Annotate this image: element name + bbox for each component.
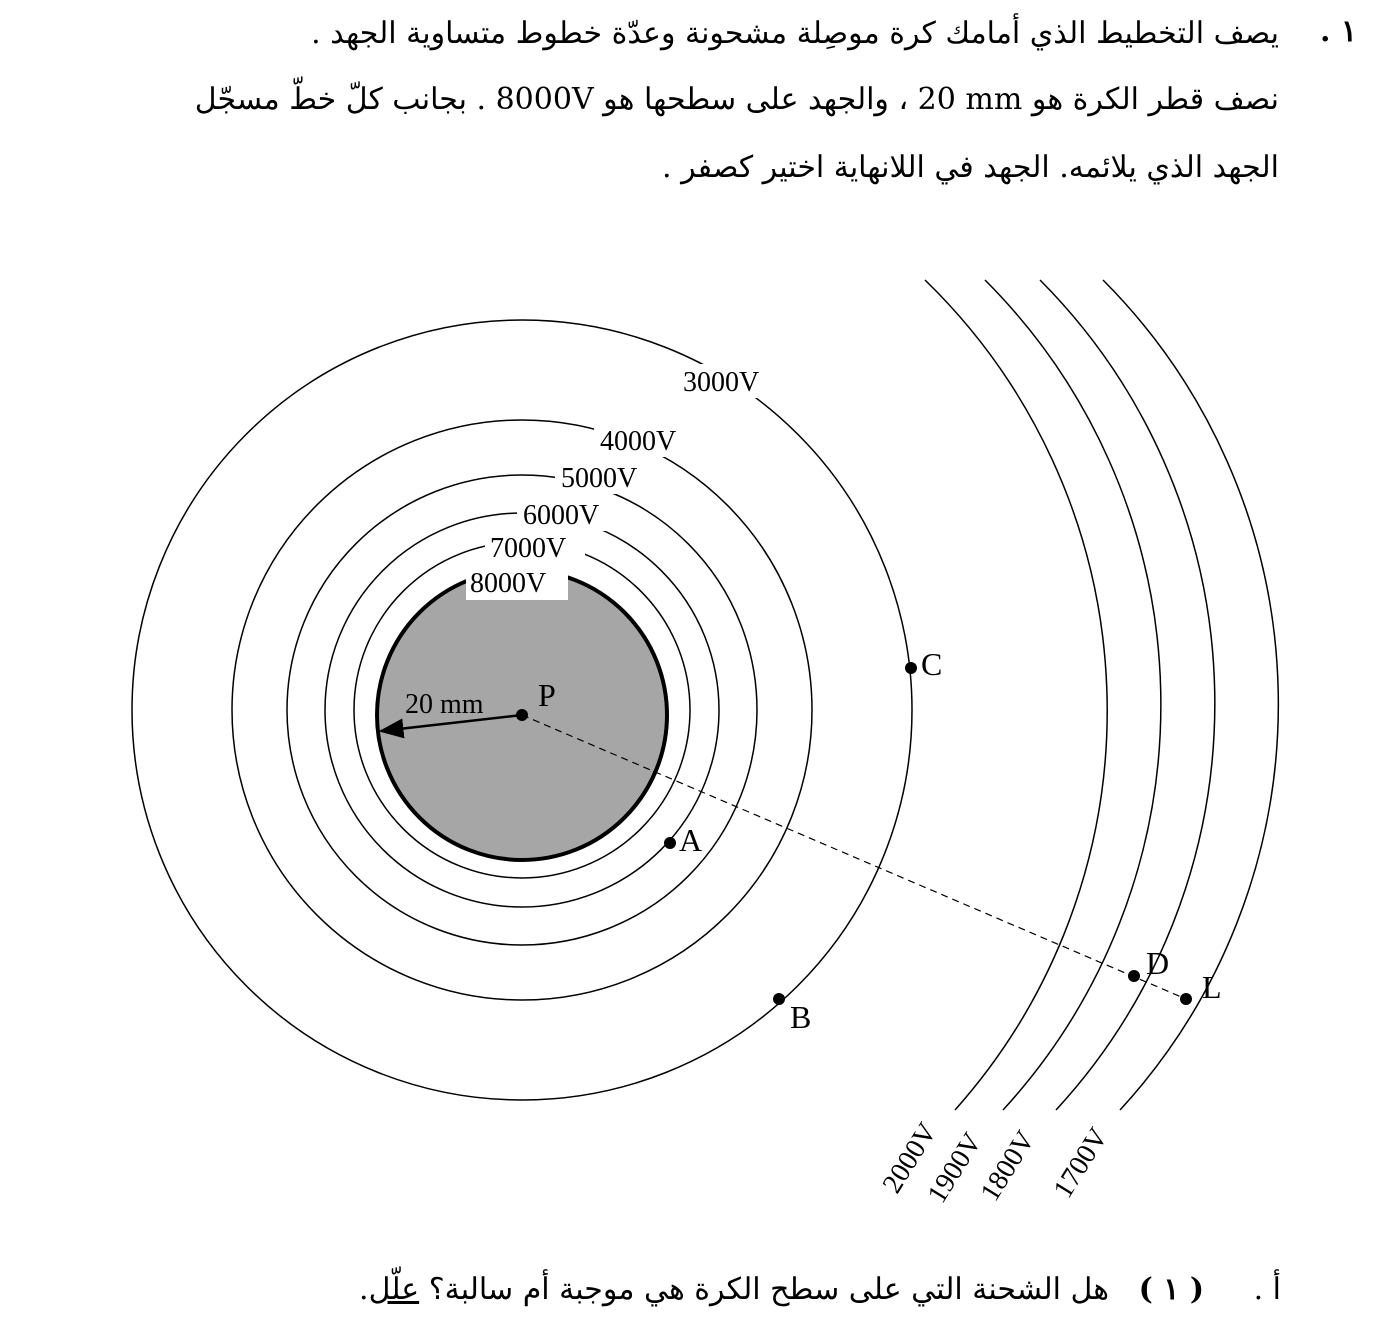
radius-label: 20 mm — [405, 689, 484, 720]
point-a — [664, 837, 676, 849]
point-d — [1128, 970, 1140, 982]
sub-question-explain: علّل — [368, 1272, 420, 1307]
dashed-line-p-to-l — [522, 715, 1186, 999]
radius-value: 20 mm — [917, 82, 1023, 117]
line2-part-a: نصف قطر الكرة هو — [1031, 82, 1279, 117]
label-8000v: 8000V — [470, 568, 547, 599]
label-l: L — [1202, 969, 1222, 1005]
label-7000v: 7000V — [490, 533, 567, 564]
arc-1800v — [1040, 280, 1215, 1110]
label-2000v: 2000V — [876, 1117, 944, 1199]
point-l — [1180, 993, 1192, 1005]
arc-1700v — [1103, 280, 1278, 1110]
label-1900v: 1900V — [921, 1127, 989, 1209]
surface-potential-value: 8000V — [495, 82, 594, 117]
label-6000v: 6000V — [523, 500, 600, 531]
label-1800v: 1800V — [974, 1125, 1042, 1207]
sub-question-end: . — [359, 1272, 369, 1307]
sub-question-points: ( ١ ) — [1138, 1272, 1205, 1307]
label-a: A — [679, 822, 703, 858]
sub-question-a — [359, 1272, 1281, 1307]
far-equipotential-arcs — [925, 280, 1278, 1110]
label-d: D — [1146, 945, 1170, 981]
question-number: ١ . — [1319, 14, 1357, 49]
label-5000v: 5000V — [561, 463, 638, 494]
label-1700v: 1700V — [1047, 1122, 1115, 1204]
label-c: C — [921, 646, 943, 682]
point-c — [905, 662, 917, 674]
sub-question-letter: أ . — [1253, 1272, 1281, 1307]
line2-part-c: ، والجهد على سطحها هو — [603, 82, 909, 117]
label-4000v: 4000V — [600, 426, 677, 457]
point-p — [516, 709, 528, 721]
question-line-3: الجهد الذي يلائمه. الجهد في اللانهاية اختير كصفر . — [662, 150, 1279, 185]
point-b — [773, 993, 785, 1005]
sub-question-text: هل الشحنة التي على سطح الكرة هي موجبة أم سالبة؟ — [428, 1272, 1110, 1307]
label-b: B — [790, 999, 812, 1035]
label-3000v: 3000V — [683, 367, 760, 398]
label-p: P — [538, 677, 556, 713]
question-line-1: يصف التخطيط الذي أمامك كرة موصِلة مشحونة وعدّة خطوط متساوية الجهد . — [311, 16, 1279, 51]
line2-part-e: . بجانب كلّ خطّ مسجّل — [194, 82, 487, 117]
